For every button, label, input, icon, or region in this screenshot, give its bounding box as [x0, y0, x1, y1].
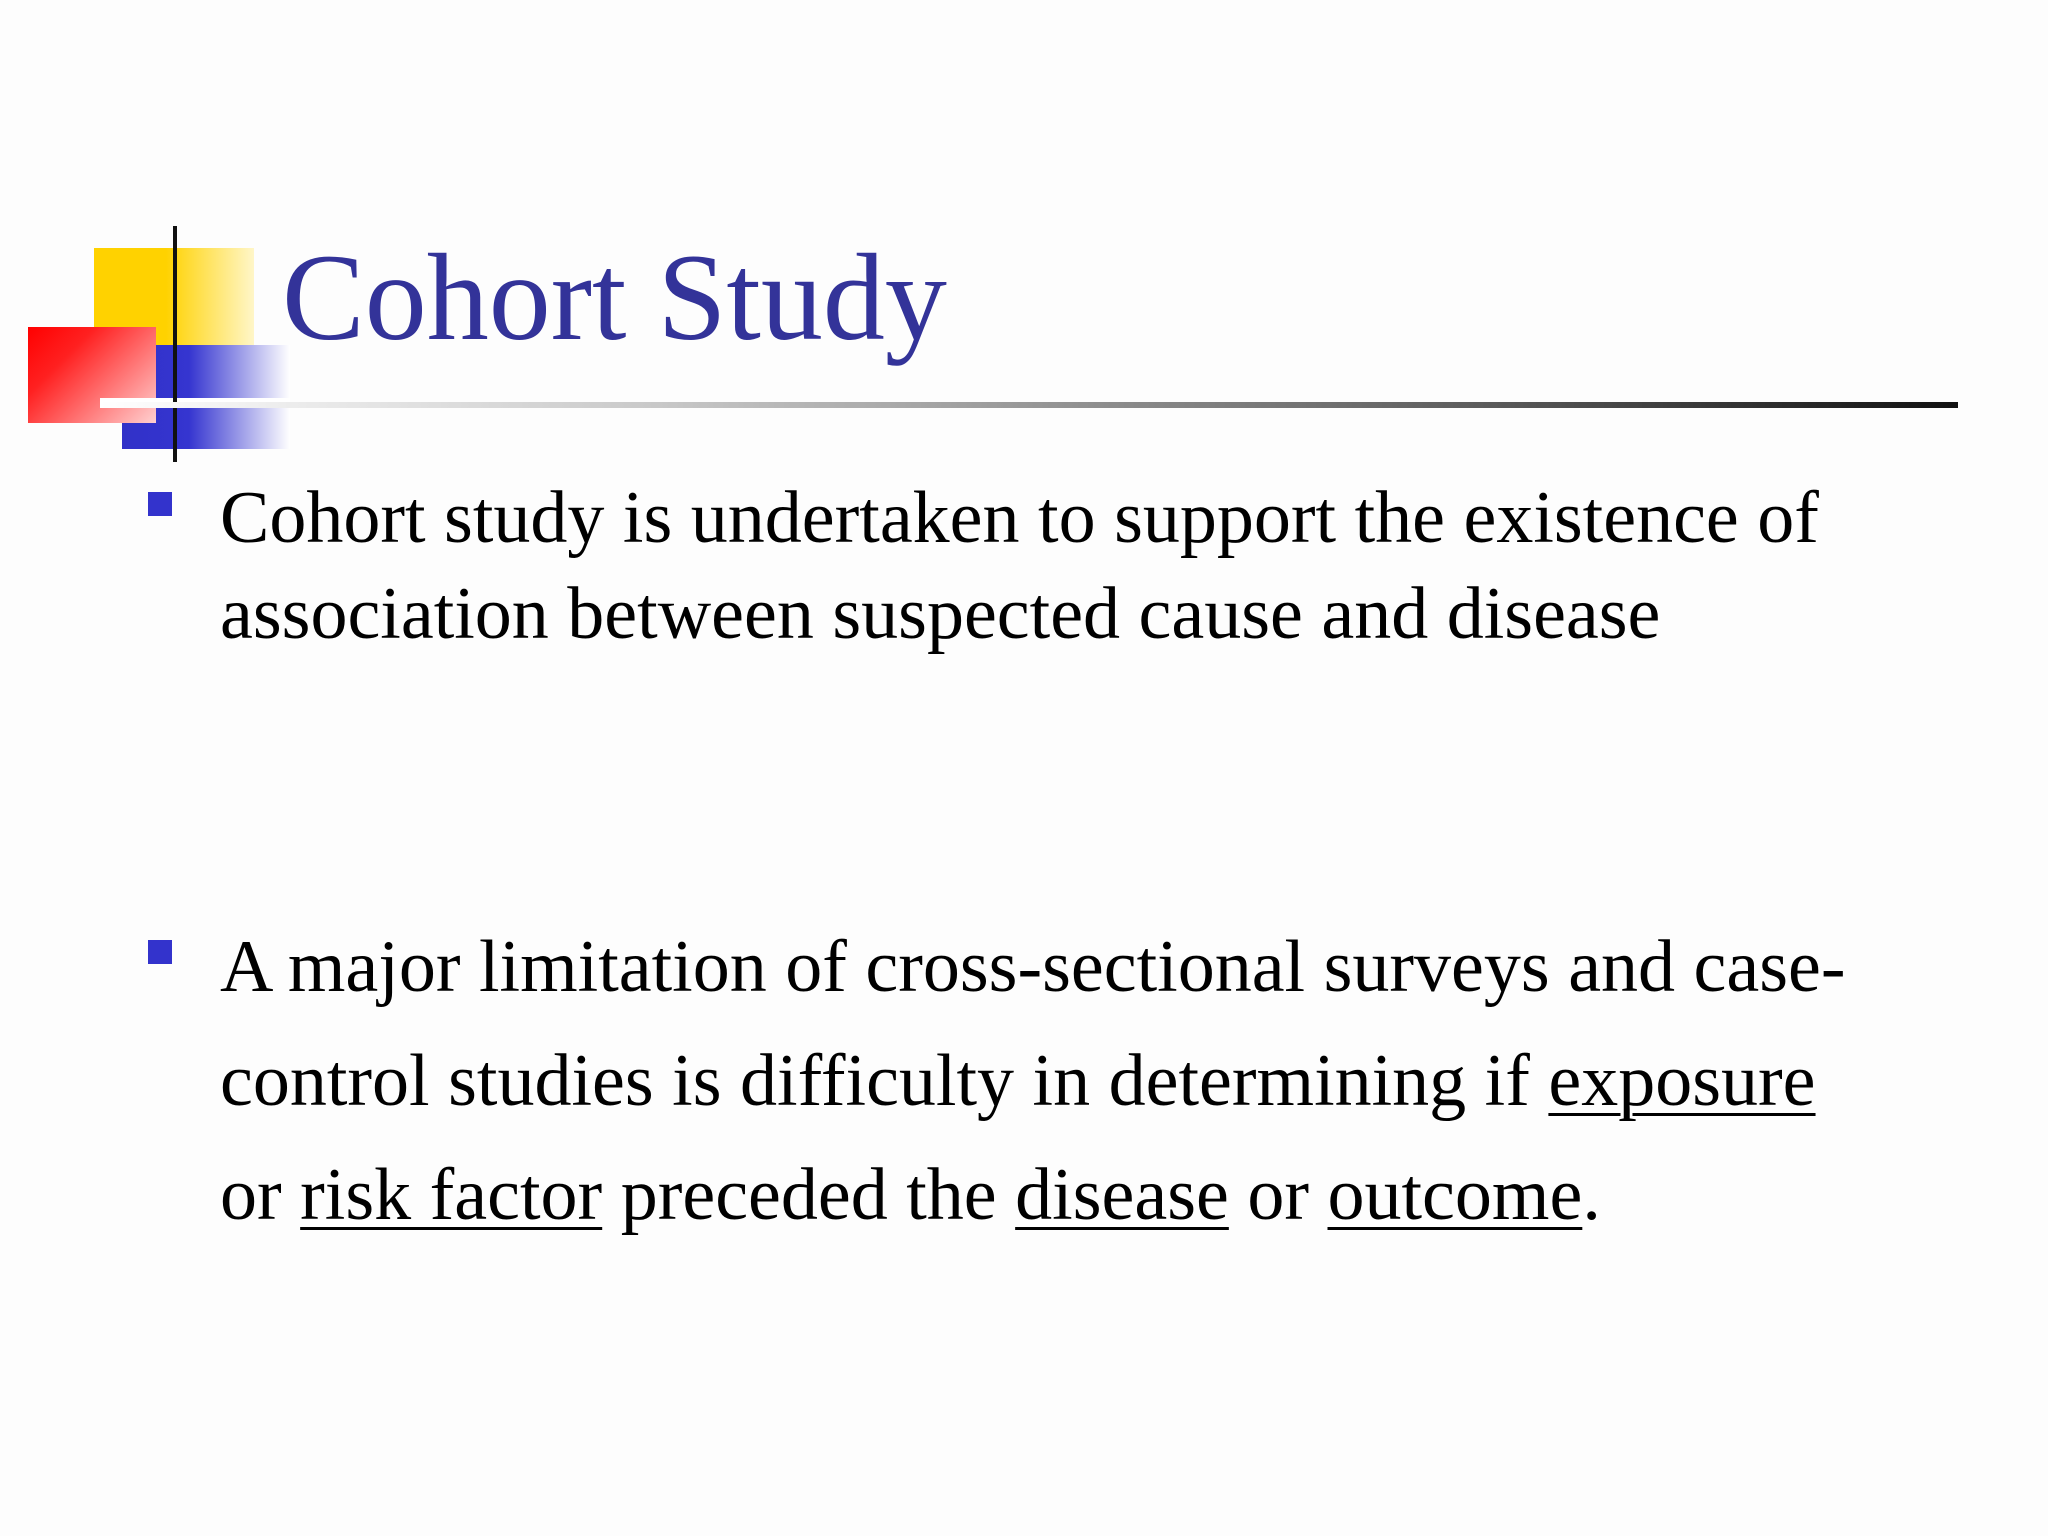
underlined-term-disease: disease — [1015, 1154, 1229, 1236]
decorative-vertical-line — [173, 226, 177, 462]
bullet-square-icon — [148, 492, 172, 516]
underlined-term-outcome: outcome — [1327, 1154, 1583, 1236]
bullet-2-part: . — [1582, 1154, 1601, 1236]
decorative-red-square — [28, 327, 156, 423]
underlined-term-risk-factor: risk factor — [300, 1154, 603, 1236]
bullet-2-part: or — [1228, 1154, 1328, 1236]
bullet-2-part: or — [220, 1154, 301, 1236]
bullet-1-text: Cohort study is undertaken to support the existence of association between suspected cause and disease — [220, 477, 1819, 655]
bullet-2-part: A major limitation of cross-sectional surveys and case-control studies is difficulty in determining if — [220, 926, 1846, 1122]
bullet-2-text — [220, 910, 1860, 1252]
bullet-square-icon — [148, 940, 172, 964]
underlined-term-exposure: exposure — [1548, 1040, 1816, 1122]
title-underline-rule — [100, 402, 1958, 408]
bullet-2-part: preceded the — [602, 1154, 1016, 1236]
slide-title: Cohort Study — [282, 229, 947, 366]
